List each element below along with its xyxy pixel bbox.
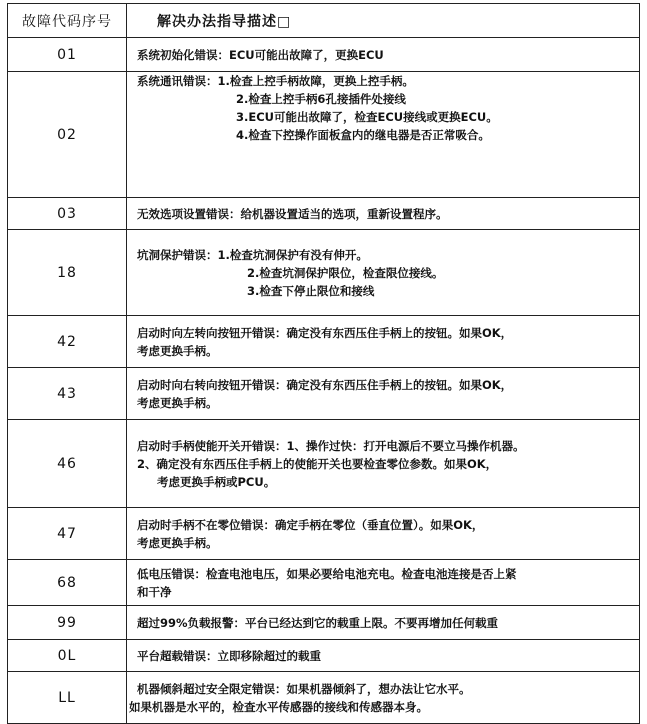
- fault-description: [127, 316, 640, 368]
- table-row-18: [8, 230, 640, 316]
- table-row-0L: [8, 640, 640, 672]
- code-column-header: 故障代码序号: [8, 4, 127, 38]
- fault-code: 43: [8, 368, 127, 420]
- fault-description: [127, 606, 640, 640]
- fault-description: [127, 640, 640, 672]
- table-row-46: [8, 420, 640, 508]
- table-row-LL: [8, 672, 640, 724]
- description-line: 考虑更换手柄。: [137, 395, 218, 410]
- table-row-68: [8, 560, 640, 606]
- description-line: 考虑更换手柄。: [137, 535, 218, 550]
- fault-description: [127, 198, 640, 230]
- description-line: 超过99%负载报警：平台已经达到它的载重上限。不要再增加任何载重: [137, 615, 499, 630]
- description-line: 和干净: [137, 584, 172, 599]
- fault-code: 18: [8, 230, 127, 316]
- fault-code: 68: [8, 560, 127, 606]
- header-row: [8, 4, 640, 38]
- description-line: 无效选项设置错误：给机器设置适当的选项，重新设置程序。: [137, 206, 448, 221]
- description-line: 启动时手柄使能开关开错误：1、操作过快：打开电源后不要立马操作机器。: [137, 438, 525, 453]
- description-line: 机器倾斜超过安全限定错误：如果机器倾斜了，想办法让它水平。: [137, 681, 471, 696]
- fault-description: [127, 508, 640, 560]
- fault-code: LL: [8, 672, 127, 724]
- description-line: 2.检查坑洞保护限位，检查限位接线。: [247, 265, 444, 280]
- fault-code: 01: [8, 38, 127, 72]
- fault-description: [127, 72, 640, 198]
- fault-code: 42: [8, 316, 127, 368]
- fault-description: [127, 420, 640, 508]
- table-row-02: [8, 72, 640, 198]
- table-row-99: [8, 606, 640, 640]
- fault-code: 47: [8, 508, 127, 560]
- fault-description: [127, 38, 640, 72]
- fault-code: 99: [8, 606, 127, 640]
- description-line: 启动时向左转向按钮开错误：确定没有东西压住手柄上的按钮。如果OK，: [137, 325, 513, 340]
- description-line: 启动时向右转向按钮开错误：确定没有东西压住手柄上的按钮。如果OK，: [137, 377, 513, 392]
- description-line: 如果机器是水平的，检查水平传感器的接线和传感器本身。: [129, 699, 428, 714]
- fault-code: 46: [8, 420, 127, 508]
- fault-description: [127, 672, 640, 724]
- description-line: 考虑更换手柄或PCU。: [157, 474, 276, 489]
- fault-description: [127, 230, 640, 316]
- fault-code: 0L: [8, 640, 127, 672]
- description-line: 平台超载错误：立即移除超过的载重: [137, 648, 321, 663]
- fault-code: 03: [8, 198, 127, 230]
- description-line: 启动时手柄不在零位错误：确定手柄在零位（垂直位置）。如果OK，: [137, 517, 484, 532]
- description-line: 4.检查下控操作面板盒内的继电器是否正常吸合。: [236, 128, 490, 142]
- description-line: 2.检查上控手柄6孔接插件处接线: [236, 92, 406, 106]
- table-row-03: [8, 198, 640, 230]
- table-row-42: [8, 316, 640, 368]
- fault-code-table: [7, 3, 640, 724]
- fault-description: [127, 368, 640, 420]
- description-column-header: 解决办法指导描述□: [127, 4, 640, 38]
- description-line: 3.ECU可能出故障了，检查ECU接线或更换ECU。: [236, 110, 498, 124]
- table-row-01: [8, 38, 640, 72]
- fault-description: [127, 560, 640, 606]
- description-line: 2、确定没有东西压住手柄上的使能开关也要检查零位参数。如果OK，: [137, 456, 498, 471]
- description-line: 低电压错误：检查电池电压，如果必要给电池充电。检查电池连接是否上紧: [137, 566, 517, 581]
- description-line: 坑洞保护错误：1.检查坑洞保护有没有伸开。: [137, 247, 368, 262]
- description-line: 考虑更换手柄。: [137, 343, 218, 358]
- table-row-43: [8, 368, 640, 420]
- fault-code: 02: [8, 72, 127, 198]
- description-line: 系统通讯错误：1.检查上控手柄故障，更换上控手柄。: [137, 74, 414, 88]
- description-line: 3.检查下停止限位和接线: [247, 283, 375, 298]
- table-row-47: [8, 508, 640, 560]
- description-line: 系统初始化错误：ECU可能出故障了，更换ECU: [137, 47, 384, 62]
